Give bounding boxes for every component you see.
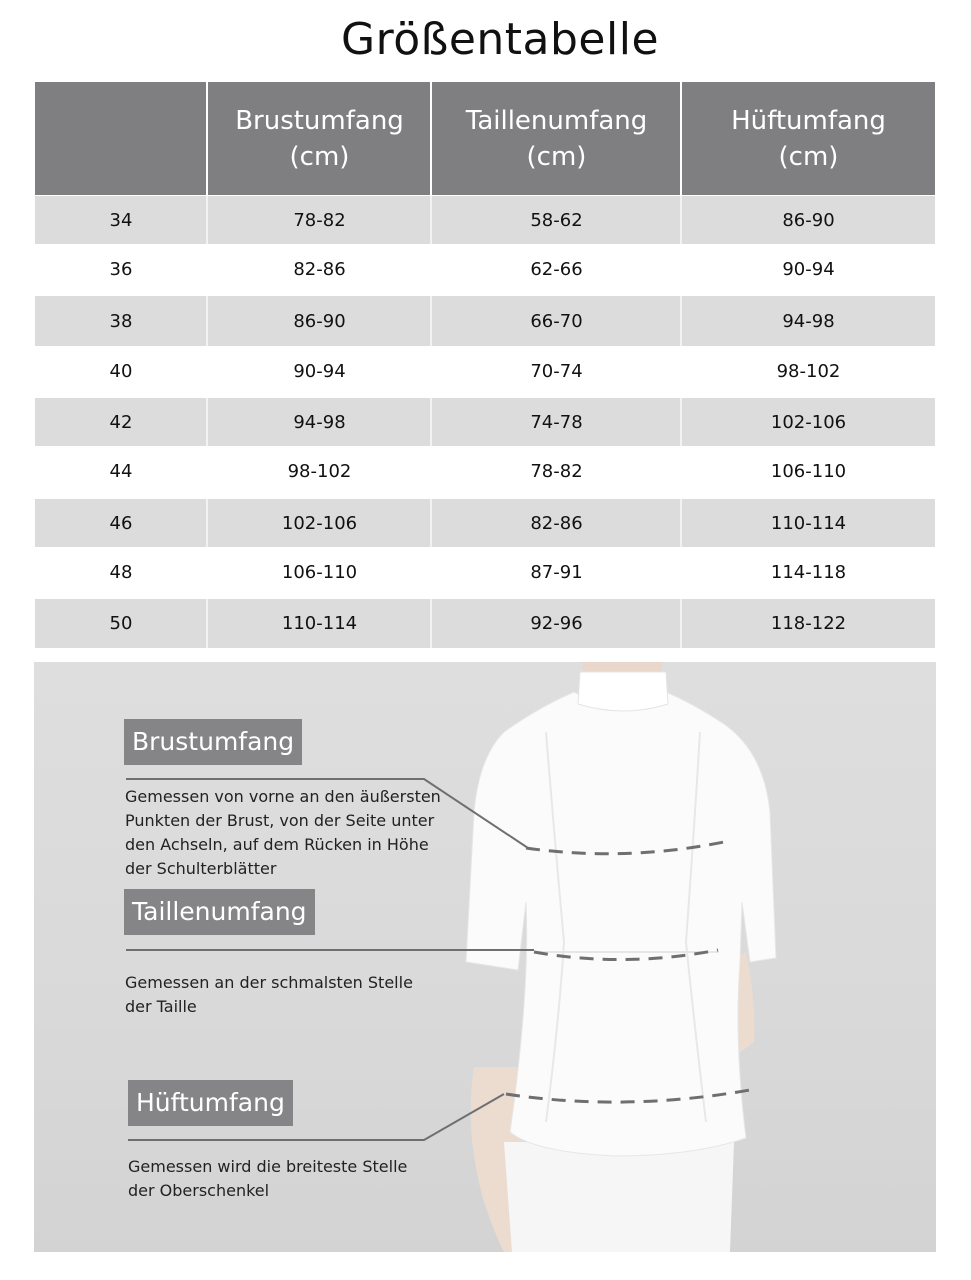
cell-chest: 94-98 xyxy=(206,398,431,446)
cell-hip: 102-106 xyxy=(680,398,935,446)
cell-chest: 102-106 xyxy=(206,499,431,547)
cell-waist: 74-78 xyxy=(430,398,681,446)
table-row xyxy=(35,398,935,446)
cell-chest: 106-110 xyxy=(206,547,431,597)
table-row xyxy=(35,296,935,346)
chest-description: Gemessen von vorne an den äußersten Punkten der Brust, von der Seite unter den Achseln, auf dem Rücken in Höhe der Schulterblätter xyxy=(125,787,441,878)
cell-waist: 62-66 xyxy=(430,244,681,294)
table-row xyxy=(35,599,935,648)
model-pants xyxy=(504,1142,734,1252)
table-row xyxy=(35,499,935,547)
cell-hip: 98-102 xyxy=(680,346,935,396)
header-size xyxy=(35,82,207,195)
header-hip: Hüftumfang (cm) xyxy=(680,82,935,195)
cell-waist: 66-70 xyxy=(430,296,681,346)
header-waist: Taillenumfang (cm) xyxy=(430,82,681,195)
cell-waist: 78-82 xyxy=(430,446,681,496)
cell-chest: 90-94 xyxy=(206,346,431,396)
cell-waist: 70-74 xyxy=(430,346,681,396)
cell-waist: 82-86 xyxy=(430,499,681,547)
cell-hip: 110-114 xyxy=(680,499,935,547)
cell-size: 38 xyxy=(109,310,133,332)
hip-description: Gemessen wird die breiteste Stelle der Oberschenkel xyxy=(128,1157,408,1200)
cell-size: 34 xyxy=(109,209,133,231)
table-row xyxy=(35,346,935,396)
waist-description: Gemessen an der schmalsten Stelle der Taille xyxy=(125,973,413,1016)
cell-size: 44 xyxy=(109,460,133,482)
cell-size: 46 xyxy=(109,512,133,534)
cell-size: 42 xyxy=(109,411,133,433)
cell-hip: 94-98 xyxy=(680,296,935,346)
cell-hip: 106-110 xyxy=(680,446,935,496)
model-collar xyxy=(578,672,668,711)
cell-chest: 86-90 xyxy=(206,296,431,346)
header-chest: Brustumfang (cm) xyxy=(206,82,431,195)
cell-hip: 90-94 xyxy=(680,244,935,294)
cell-hip: 114-118 xyxy=(680,547,935,597)
cell-size: 50 xyxy=(109,613,133,634)
cell-size: 40 xyxy=(109,360,133,382)
waist-label: Taillenumfang xyxy=(124,889,315,935)
cell-chest: 98-102 xyxy=(206,446,431,496)
cell-waist: 87-91 xyxy=(430,547,681,597)
cell-size: 36 xyxy=(109,258,133,280)
cell-chest: 82-86 xyxy=(206,244,431,294)
cell-chest: 78-82 xyxy=(206,196,431,244)
cell-size: 48 xyxy=(109,561,133,583)
table-header xyxy=(35,82,935,195)
hip-label: Hüftumfang xyxy=(128,1080,293,1126)
table-row xyxy=(35,244,935,294)
table-row xyxy=(35,446,935,496)
table-row xyxy=(35,547,935,597)
cell-hip: 86-90 xyxy=(680,196,935,244)
page-title: Größentabelle xyxy=(340,14,660,65)
cell-waist: 92-96 xyxy=(430,599,681,648)
measurement-guide-photo xyxy=(34,662,936,1252)
table-row xyxy=(35,196,935,244)
chest-label: Brustumfang xyxy=(124,719,302,765)
cell-chest: 110-114 xyxy=(206,599,431,648)
cell-hip: 118-122 xyxy=(680,599,935,648)
cell-waist: 58-62 xyxy=(430,196,681,244)
